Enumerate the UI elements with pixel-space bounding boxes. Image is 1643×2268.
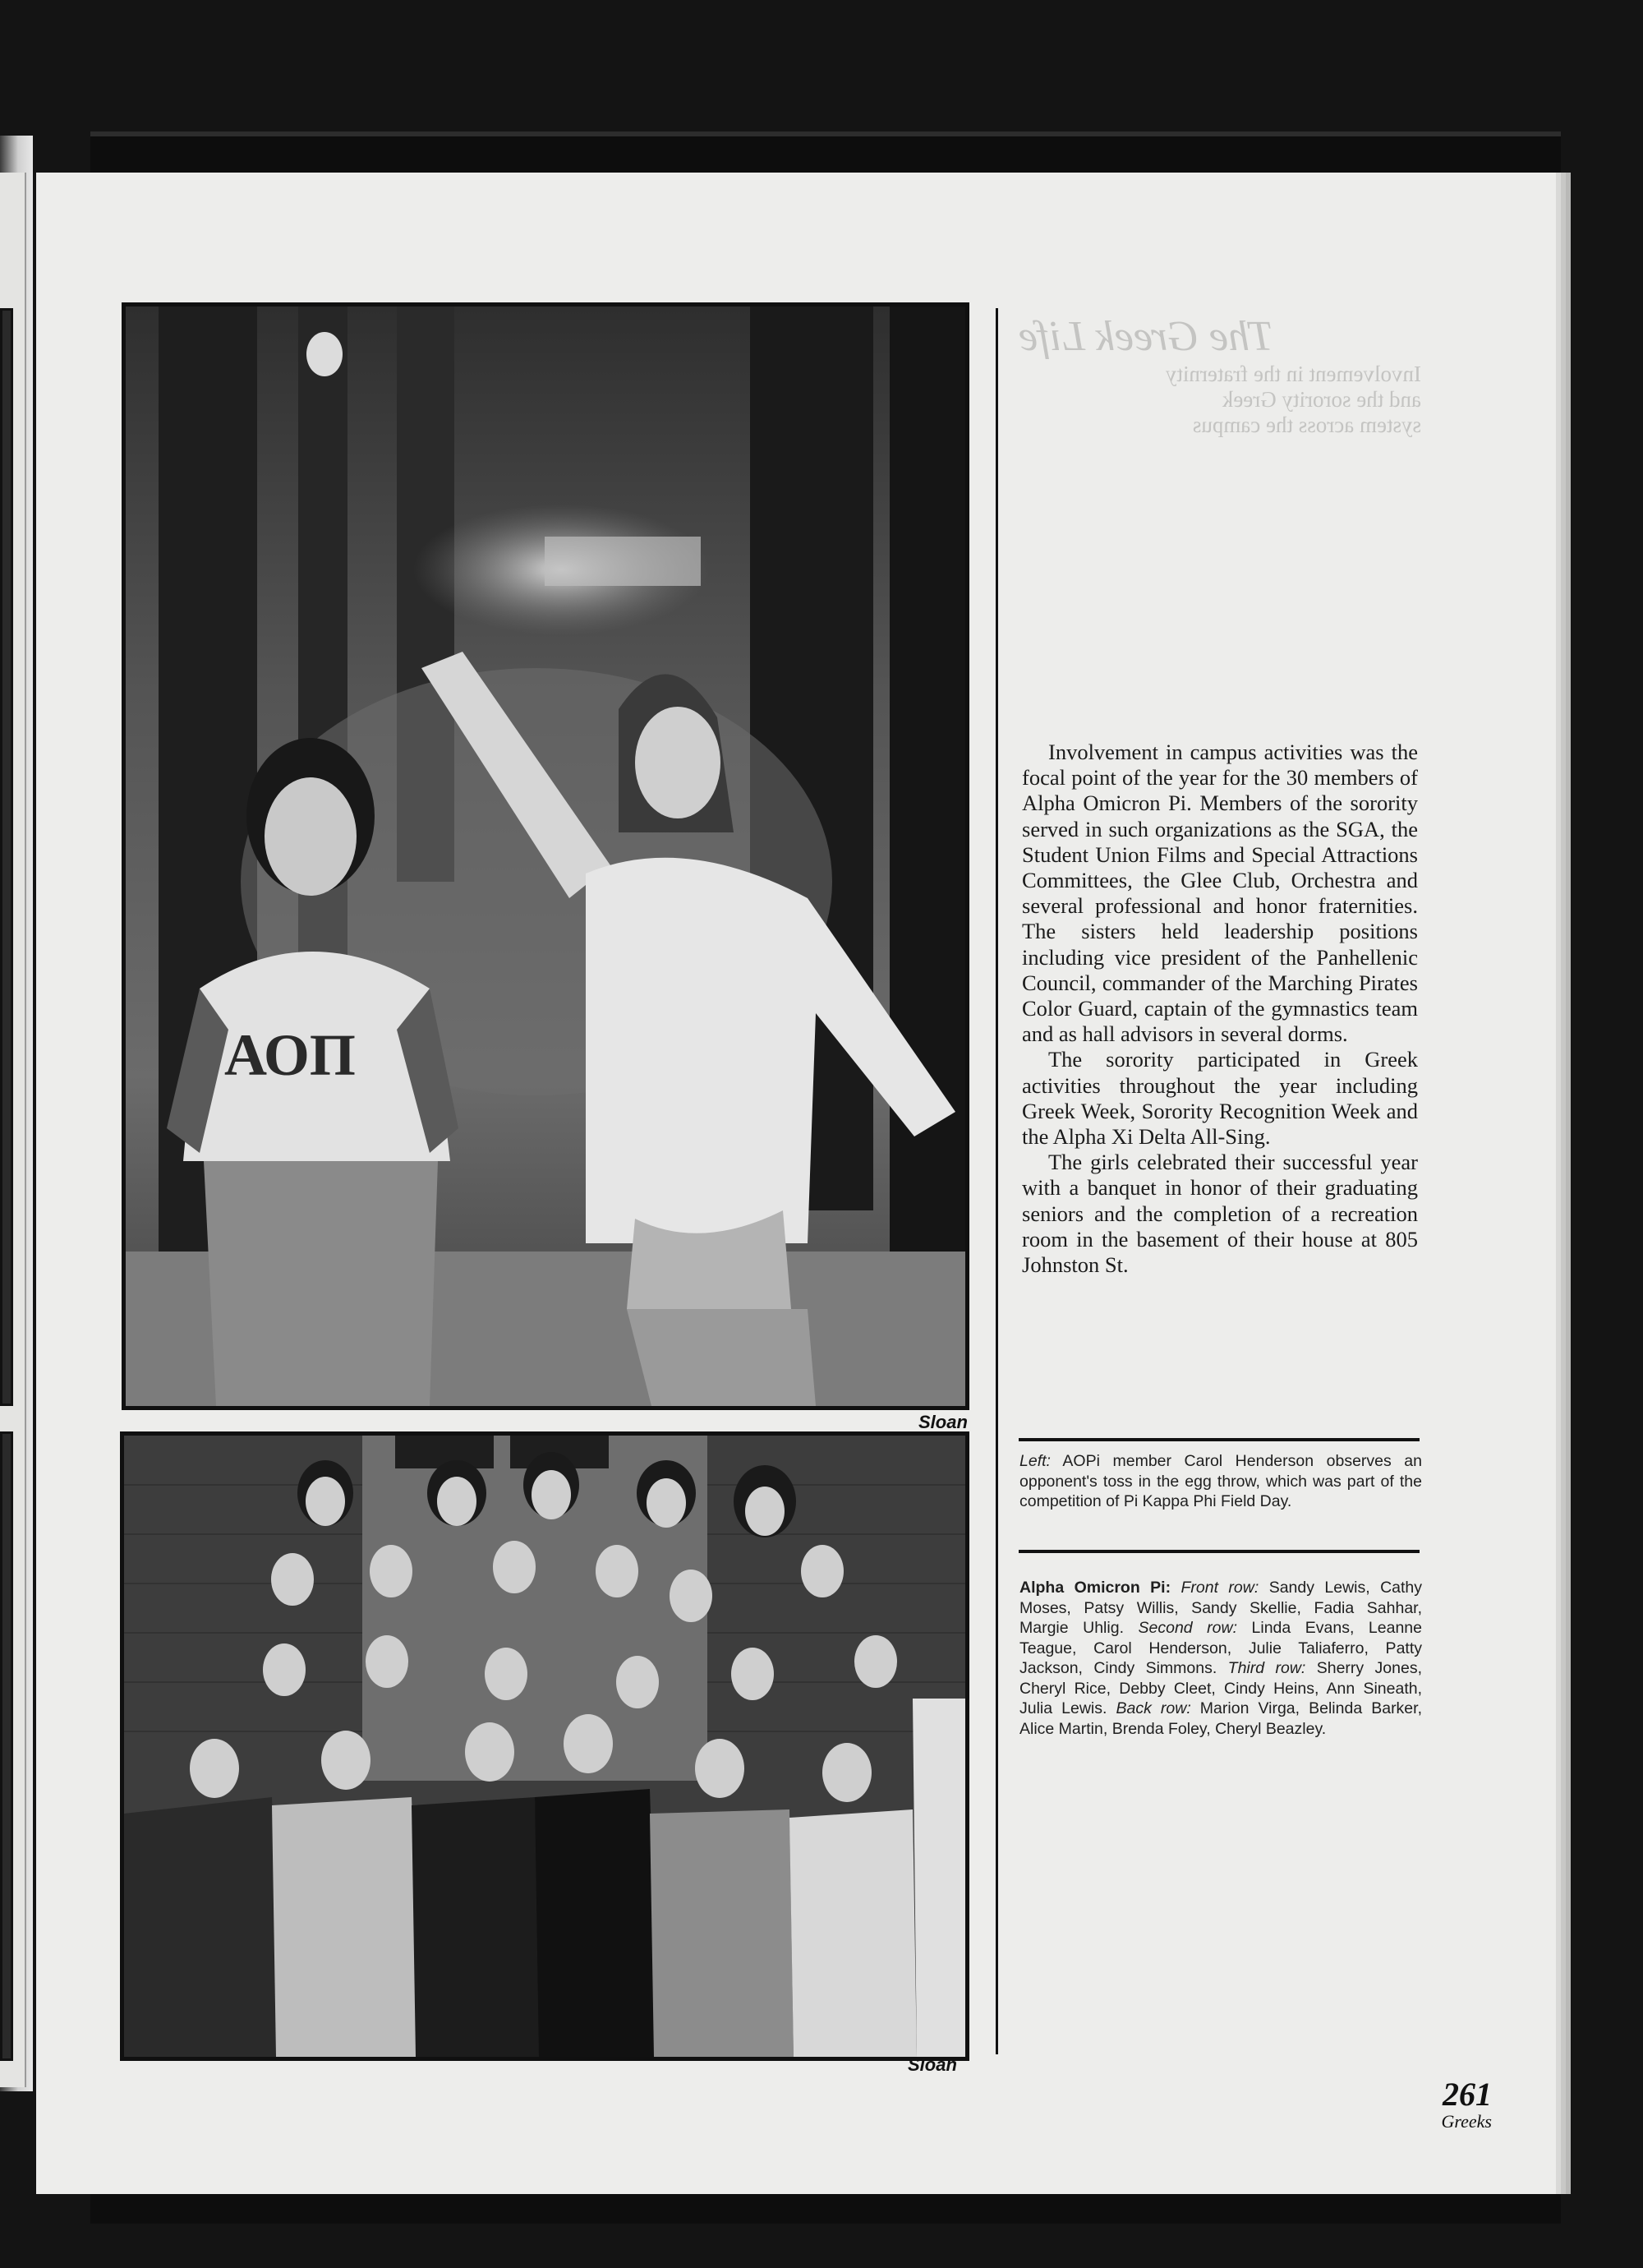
row-label: Back row: [1116,1699,1191,1717]
page-folio [1442,2077,1493,2132]
caption-lead: Left: [1019,1452,1051,1470]
row-names: Sherry Jones, Cheryl Rice, Debby Cleet, Cindy Heins, Ann Sineath, Julia Lewis. [1019,1659,1422,1717]
page-number: 261 [1443,2076,1492,2113]
left-page-photo-edge [0,308,13,1406]
bleed-through-line: system across the campus [1192,413,1421,437]
bleed-through-title: The Greek Life [1019,313,1273,360]
caption-group-title: Alpha Omicron Pi: [1019,1579,1171,1597]
caption-rule [1019,1550,1420,1553]
row-names: Sandy Lewis, Cathy Moses, Patsy Willis, Sandy Skellie, Fadia Sahhar, Margie Uhlig. [1019,1579,1423,1637]
photo-egg-throw [122,302,969,1410]
egg [306,332,343,376]
body-paragraph: The girls celebrated their successful year with a banquet in honor of their graduating seniors and the completion of a recreation room in the basement of their house at 805 Johnston St. [1022,1150,1418,1278]
row-label: Second row: [1138,1619,1238,1637]
shirt-letters: ΑΟΠ [224,1022,356,1088]
bleed-through-line: and the sorority Greek [1222,387,1421,412]
photo-group-portrait-image [124,1436,965,2057]
bleed-through-text [1019,312,1421,641]
bleed-through-line: Involvement in the fraternity [1165,362,1421,386]
caption-rule [1019,1438,1420,1441]
column-divider [996,308,998,2054]
caption-group-names [1019,1578,1422,1739]
caption-text: AOPi member Carol Henderson observes an opponent's toss in the egg throw, which was part of the competition of Pi Kappa Phi Field Day. [1019,1452,1422,1510]
row-names: Marion Virga, Belinda Barker, Alice Martin, Brenda Foley, Cheryl Beazley. [1019,1699,1422,1738]
article-body [1022,740,1418,1278]
photo-group-portrait [120,1431,969,2061]
photo-egg-throw-image [126,307,965,1406]
row-names: Linda Evans, Leanne Teague, Carol Henderson, Julie Taliaferro, Patty Jackson, Cindy Simmons. [1019,1619,1422,1677]
photo-credit: Sloan [908,2054,957,2075]
body-paragraph: The sorority participated in Greek activities throughout the year including Greek Week, Sorority Recognition Week and the Alpha Xi Delta All-Sing. [1022,1047,1418,1150]
caption-egg-throw [1019,1451,1422,1512]
photo-credit: Sloan [918,1412,968,1432]
row-label: Third row: [1227,1659,1306,1677]
row-label: Front row: [1180,1579,1259,1597]
section-name: Greeks [1441,2111,1492,2132]
body-paragraph: Involvement in campus activities was the focal point of the year for the 30 members of Alpha Omicron Pi. Members of the sorority served in such organizations as the SGA, the Student Union Films and Special Attractions Committees, the Glee Club, Orchestra and several professional and honor fraternities. The sisters held leadership positions including vice president of the Panhellenic Council, commander of the Marching Pirates Color Guard, captain of the gymnastics team and as hall advisors in several dorms. [1022,740,1418,1047]
left-page-photo-edge [0,1431,13,2061]
